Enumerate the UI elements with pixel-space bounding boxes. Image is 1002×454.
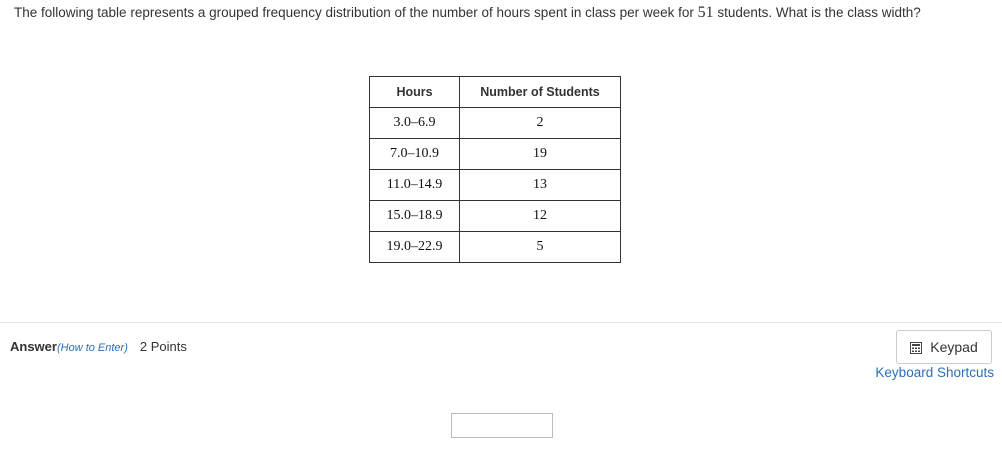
- table-row: [370, 232, 621, 263]
- answer-header: [10, 339, 187, 354]
- hours-cell: 7.0–10.9: [370, 139, 460, 170]
- answer-label: Answer: [10, 339, 57, 354]
- students-cell: 12: [460, 201, 621, 232]
- keypad-icon: [910, 341, 922, 353]
- table-row: [370, 139, 621, 170]
- keypad-button[interactable]: [896, 330, 992, 364]
- points-label: 2 Points: [139, 339, 187, 354]
- keyboard-shortcuts-link[interactable]: Keyboard Shortcuts: [875, 365, 994, 380]
- header-number-of-students: Number of Students: [460, 77, 621, 108]
- table-header-row: [370, 77, 621, 108]
- table-row: [370, 201, 621, 232]
- students-cell: 5: [460, 232, 621, 263]
- question-text: [14, 3, 974, 22]
- question-text-end: students. What is the class width?: [713, 5, 921, 20]
- students-cell: 13: [460, 170, 621, 201]
- student-count: 51: [697, 4, 714, 21]
- table-row: [370, 108, 621, 139]
- header-hours: Hours: [370, 77, 460, 108]
- frequency-table: [369, 76, 621, 263]
- keypad-label: Keypad: [930, 339, 978, 355]
- hours-cell: 3.0–6.9: [370, 108, 460, 139]
- students-cell: 19: [460, 139, 621, 170]
- how-to-enter-link[interactable]: (How to Enter): [56, 342, 128, 354]
- students-cell: 2: [460, 108, 621, 139]
- question-text-start: The following table represents a grouped frequency distribution of the number of hours spent in class per week for: [14, 5, 698, 20]
- hours-cell: 11.0–14.9: [370, 170, 460, 201]
- hours-cell: 15.0–18.9: [370, 201, 460, 232]
- hours-cell: 19.0–22.9: [370, 232, 460, 263]
- answer-input[interactable]: [451, 413, 553, 438]
- section-divider: [0, 322, 1002, 323]
- table-row: [370, 170, 621, 201]
